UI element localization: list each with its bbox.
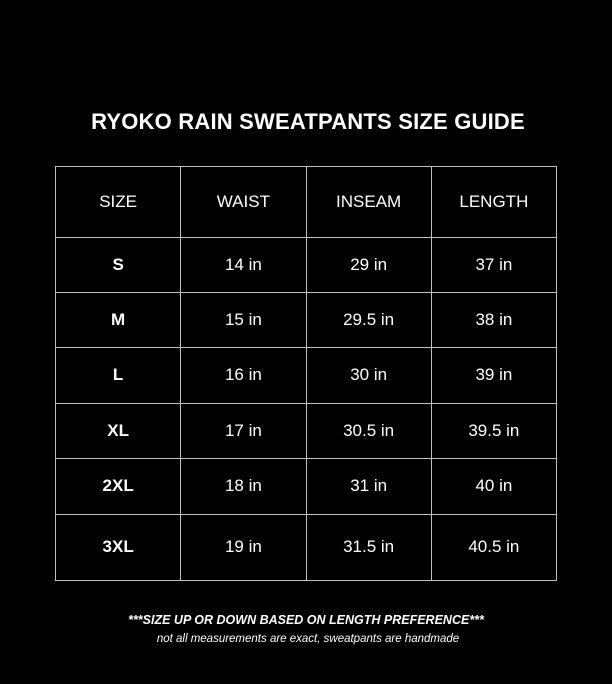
length-cell: 38 in <box>431 293 556 348</box>
waist-cell: 16 in <box>181 348 306 403</box>
size-cell: 2XL <box>56 458 181 514</box>
waist-cell: 14 in <box>181 238 306 293</box>
size-cell: 3XL <box>56 514 181 580</box>
size-cell: S <box>56 238 181 293</box>
inseam-cell: 30.5 in <box>306 403 431 458</box>
size-cell: M <box>56 293 181 348</box>
header-size: SIZE <box>56 167 181 238</box>
header-length: LENGTH <box>431 167 556 238</box>
inseam-cell: 29 in <box>306 238 431 293</box>
header-waist: WAIST <box>181 167 306 238</box>
length-cell: 39.5 in <box>431 403 556 458</box>
inseam-cell: 31 in <box>306 458 431 514</box>
waist-cell: 18 in <box>181 458 306 514</box>
table-row <box>56 403 557 458</box>
length-cell: 39 in <box>431 348 556 403</box>
table-row <box>56 458 557 514</box>
handmade-disclaimer: not all measurements are exact, sweatpants are handmade <box>156 633 460 645</box>
size-cell: L <box>56 348 181 403</box>
length-cell: 37 in <box>431 238 556 293</box>
table-header-row <box>56 167 557 238</box>
waist-cell: 19 in <box>181 514 306 580</box>
table-row <box>56 348 557 403</box>
size-cell: XL <box>56 403 181 458</box>
inseam-cell: 31.5 in <box>306 514 431 580</box>
waist-cell: 15 in <box>181 293 306 348</box>
table-row <box>56 514 557 580</box>
length-preference-note: ***SIZE UP OR DOWN BASED ON LENGTH PREFERENCE*** <box>128 613 484 627</box>
table-row <box>56 293 557 348</box>
table-row <box>56 238 557 293</box>
header-inseam: INSEAM <box>306 167 431 238</box>
length-cell: 40 in <box>431 458 556 514</box>
waist-cell: 17 in <box>181 403 306 458</box>
inseam-cell: 30 in <box>306 348 431 403</box>
page-title: RYOKO RAIN SWEATPANTS SIZE GUIDE <box>91 109 525 134</box>
size-guide-table <box>55 166 557 581</box>
inseam-cell: 29.5 in <box>306 293 431 348</box>
length-cell: 40.5 in <box>431 514 556 580</box>
